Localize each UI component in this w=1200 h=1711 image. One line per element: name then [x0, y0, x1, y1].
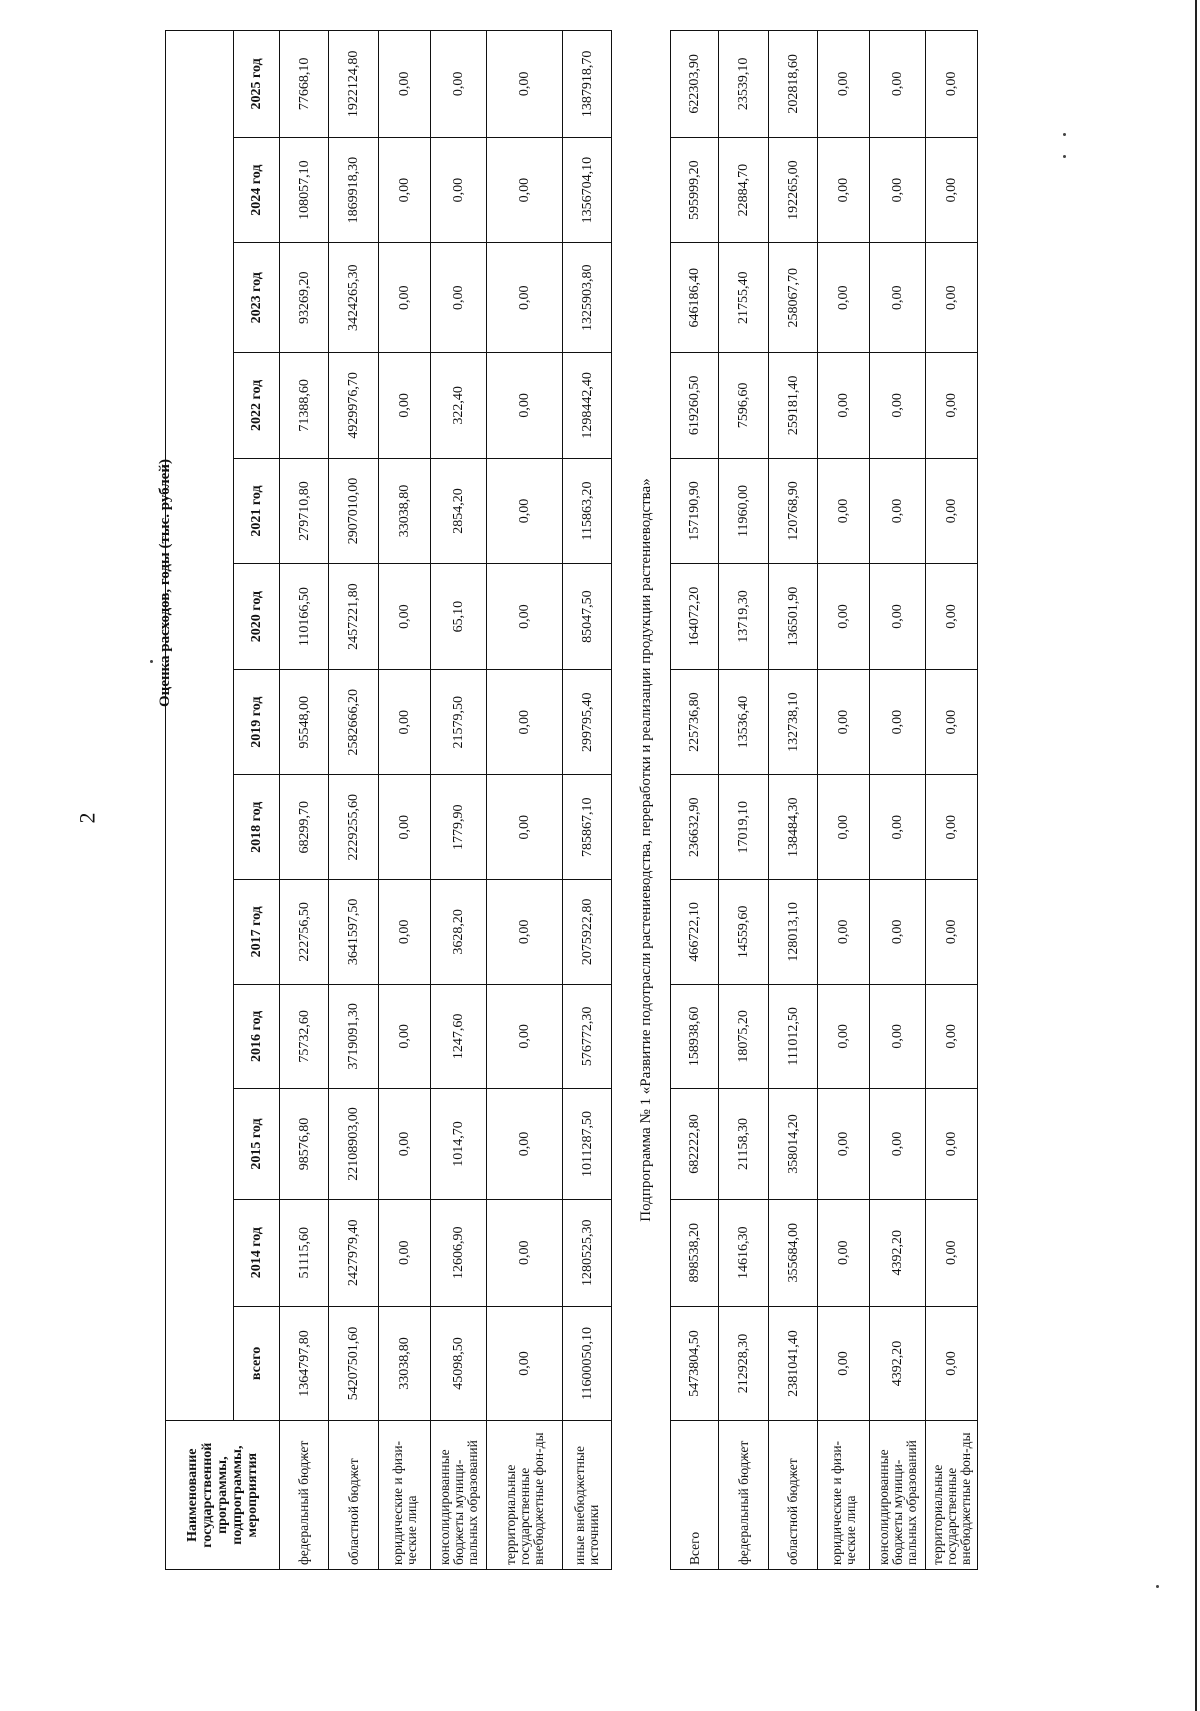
column-header-year: 2025 год	[234, 31, 280, 138]
table-cell: 2457221,80	[329, 564, 379, 670]
table-cell: 236632,90	[671, 775, 719, 880]
table-cell: 0,00	[870, 984, 926, 1089]
table-cell: 128013,10	[769, 880, 818, 985]
table-cell: 0,00	[870, 880, 926, 985]
table-cell: 0,00	[870, 353, 926, 459]
table-row	[379, 31, 431, 1570]
column-header-year: 2017 год	[234, 880, 280, 985]
table-cell: 2907010,00	[329, 458, 379, 564]
table-cell: 13536,40	[719, 669, 769, 775]
table-cell: 11960,00	[719, 458, 769, 564]
table-cell: 0,00	[379, 880, 431, 985]
table-cell: 0,00	[487, 31, 563, 138]
table-cell: 0,00	[818, 564, 870, 670]
table-cell: 22108903,00	[329, 1089, 379, 1200]
table-cell: 14559,60	[719, 880, 769, 985]
table-cell: 0,00	[818, 984, 870, 1089]
table-cell: 0,00	[818, 775, 870, 880]
table-row	[487, 31, 563, 1570]
table-cell: 138484,30	[769, 775, 818, 880]
column-header-year: всего	[234, 1306, 280, 1421]
table-cell: 95548,00	[280, 669, 329, 775]
table-row	[818, 31, 870, 1570]
table-cell: 21755,40	[719, 243, 769, 353]
table-cell: 45098,50	[431, 1306, 487, 1421]
row-label: территориальные государственные внебюджетные фон-ды	[487, 1421, 563, 1570]
table-cell: 22884,70	[719, 137, 769, 243]
table-cell: 0,00	[870, 1089, 926, 1200]
table-cell: 0,00	[926, 1199, 978, 1306]
table-cell: 0,00	[926, 880, 978, 985]
table-cell: 4392,20	[870, 1306, 926, 1421]
table-cell: 0,00	[926, 1306, 978, 1421]
table-cell: 68299,70	[280, 775, 329, 880]
row-label: федеральный бюджет	[719, 1421, 769, 1570]
column-header-name: Наименование государственной программы, подпрограммы, мероприятия	[166, 1421, 280, 1570]
column-header-year: 2016 год	[234, 984, 280, 1089]
table-cell: 595999,20	[671, 137, 719, 243]
table-row	[870, 31, 926, 1570]
table-row	[431, 31, 487, 1570]
table-cell: 85047,50	[563, 564, 612, 670]
table-cell: 0,00	[926, 243, 978, 353]
table-cell: 576772,30	[563, 984, 612, 1089]
table-cell: 21158,30	[719, 1089, 769, 1200]
scan-speck	[1063, 133, 1066, 136]
table-cell: 259181,40	[769, 353, 818, 459]
table-cell: 0,00	[379, 137, 431, 243]
table-cell: 0,00	[487, 984, 563, 1089]
row-label: областной бюджет	[769, 1421, 818, 1570]
table-cell: 0,00	[487, 1306, 563, 1421]
table-cell: 21579,50	[431, 669, 487, 775]
table-cell: 0,00	[431, 137, 487, 243]
table-cell: 0,00	[818, 1089, 870, 1200]
table-cell: 622303,90	[671, 31, 719, 138]
table-cell: 0,00	[487, 1199, 563, 1306]
subprogram-caption: Подпрограмма № 1 «Развитие подотрасли растениеводства, переработки и реализации продукции растениеводства»	[638, 478, 654, 1222]
table-cell: 1280525,30	[563, 1199, 612, 1306]
expenses-table-subprogram-1	[670, 30, 978, 1570]
table-cell: 108057,10	[280, 137, 329, 243]
table-row	[563, 31, 612, 1570]
table-cell: 0,00	[379, 353, 431, 459]
table-cell: 0,00	[487, 137, 563, 243]
table-cell: 0,00	[870, 243, 926, 353]
table-cell: 0,00	[870, 31, 926, 138]
table-cell: 2854,20	[431, 458, 487, 564]
table-cell: 120768,90	[769, 458, 818, 564]
table-cell: 0,00	[818, 1199, 870, 1306]
table-cell: 0,00	[818, 669, 870, 775]
table-cell: 0,00	[926, 137, 978, 243]
table-cell: 0,00	[926, 984, 978, 1089]
table-cell: 0,00	[487, 458, 563, 564]
table-cell: 0,00	[818, 137, 870, 243]
table-cell: 2229255,60	[329, 775, 379, 880]
table-cell: 0,00	[926, 31, 978, 138]
table-cell: 0,00	[818, 458, 870, 564]
table-cell: 0,00	[926, 564, 978, 670]
table-cell: 212928,30	[719, 1306, 769, 1421]
table-cell: 7596,60	[719, 353, 769, 459]
table-cell: 785867,10	[563, 775, 612, 880]
table-cell: 0,00	[870, 669, 926, 775]
scan-edge-line	[1195, 0, 1197, 1711]
row-label: консолидированные бюджеты муници-пальных образований	[431, 1421, 487, 1570]
table-cell: 0,00	[926, 1089, 978, 1200]
table-cell: 3719091,30	[329, 984, 379, 1089]
table-cell: 0,00	[487, 243, 563, 353]
table-cell: 12606,90	[431, 1199, 487, 1306]
table-cell: 115863,20	[563, 458, 612, 564]
column-header-year: 2024 год	[234, 137, 280, 243]
table-cell: 299795,40	[563, 669, 612, 775]
row-label: иные внебюджетные источники	[563, 1421, 612, 1570]
table-cell: 1247,60	[431, 984, 487, 1089]
table-cell: 0,00	[818, 353, 870, 459]
row-label: юридические и физи-ческие лица	[379, 1421, 431, 1570]
row-label: федеральный бюджет	[280, 1421, 329, 1570]
table-cell: 619260,50	[671, 353, 719, 459]
table-cell: 0,00	[870, 458, 926, 564]
expenses-table-main	[165, 30, 612, 1570]
table-cell: 0,00	[487, 353, 563, 459]
table-cell: 0,00	[818, 31, 870, 138]
table-cell: 0,00	[379, 1089, 431, 1200]
column-header-year: 2020 год	[234, 564, 280, 670]
table-cell: 0,00	[870, 775, 926, 880]
table-cell: 192265,00	[769, 137, 818, 243]
table-row	[719, 31, 769, 1570]
table-cell: 222756,50	[280, 880, 329, 985]
table-cell: 2582666,20	[329, 669, 379, 775]
table-cell: 18075,20	[719, 984, 769, 1089]
table-cell: 0,00	[487, 564, 563, 670]
table-cell: 202818,60	[769, 31, 818, 138]
table-cell: 1364797,80	[280, 1306, 329, 1421]
table-cell: 1014,70	[431, 1089, 487, 1200]
table-cell: 98576,80	[280, 1089, 329, 1200]
table-row	[280, 31, 329, 1570]
table-cell: 0,00	[487, 880, 563, 985]
table-cell: 682222,80	[671, 1089, 719, 1200]
table-cell: 2427979,40	[329, 1199, 379, 1306]
table-cell: 1325903,80	[563, 243, 612, 353]
table-cell: 0,00	[926, 353, 978, 459]
table-cell: 0,00	[487, 775, 563, 880]
table-cell: 1387918,70	[563, 31, 612, 138]
table-cell: 158938,60	[671, 984, 719, 1089]
table-cell: 0,00	[818, 243, 870, 353]
table-row	[769, 31, 818, 1570]
table-cell: 1922124,80	[329, 31, 379, 138]
page-number: 2	[74, 812, 100, 824]
table-cell: 23539,10	[719, 31, 769, 138]
table-row	[671, 31, 719, 1570]
table-cell: 0,00	[870, 137, 926, 243]
column-header-year: 2022 год	[234, 353, 280, 459]
scan-speck	[1156, 1585, 1159, 1588]
table-cell: 65,10	[431, 564, 487, 670]
estimate-title: Оценка расходов, годы (тыс. рублей)	[157, 459, 173, 707]
table-cell: 136501,90	[769, 564, 818, 670]
table-cell: 164072,20	[671, 564, 719, 670]
table-cell: 4392,20	[870, 1199, 926, 1306]
table-cell: 11600050,10	[563, 1306, 612, 1421]
table-row	[329, 31, 379, 1570]
table-cell: 14616,30	[719, 1199, 769, 1306]
table-cell: 0,00	[431, 243, 487, 353]
table-cell: 1869918,30	[329, 137, 379, 243]
table-cell: 13719,30	[719, 564, 769, 670]
column-header-year: 2015 год	[234, 1089, 280, 1200]
table-cell: 54207501,60	[329, 1306, 379, 1421]
column-header-year: 2019 год	[234, 669, 280, 775]
table-cell: 0,00	[870, 564, 926, 670]
scan-speck	[1063, 155, 1066, 158]
table-cell: 0,00	[487, 669, 563, 775]
table-cell: 0,00	[379, 984, 431, 1089]
table-cell: 2381041,40	[769, 1306, 818, 1421]
table-cell: 646186,40	[671, 243, 719, 353]
table-cell: 0,00	[926, 458, 978, 564]
table-cell: 1298442,40	[563, 353, 612, 459]
table-cell: 33038,80	[379, 1306, 431, 1421]
row-label: консолидированные бюджеты муници-пальных образований	[870, 1421, 926, 1570]
table-cell: 0,00	[926, 775, 978, 880]
table-cell: 2075922,80	[563, 880, 612, 985]
table-cell: 111012,50	[769, 984, 818, 1089]
table-cell: 1356704,10	[563, 137, 612, 243]
table-cell: 0,00	[926, 669, 978, 775]
table-cell: 0,00	[431, 31, 487, 138]
table-cell: 1011287,50	[563, 1089, 612, 1200]
column-header-year: 2023 год	[234, 243, 280, 353]
table-cell: 279710,80	[280, 458, 329, 564]
table-cell: 0,00	[818, 880, 870, 985]
row-label: территориальные государственные внебюджетные фон-ды	[926, 1421, 978, 1570]
table-cell: 0,00	[379, 564, 431, 670]
table-cell: 75732,60	[280, 984, 329, 1089]
table-cell: 77668,10	[280, 31, 329, 138]
column-header-year: 2018 год	[234, 775, 280, 880]
table-cell: 0,00	[379, 31, 431, 138]
table-cell: 898538,20	[671, 1199, 719, 1306]
table-cell: 466722,10	[671, 880, 719, 985]
table-cell: 4929976,70	[329, 353, 379, 459]
table-cell: 51115,60	[280, 1199, 329, 1306]
column-header-year: 2021 год	[234, 458, 280, 564]
row-label: юридические и физи-ческие лица	[818, 1421, 870, 1570]
table-cell: 258067,70	[769, 243, 818, 353]
table-cell: 355684,00	[769, 1199, 818, 1306]
table-cell: 3628,20	[431, 880, 487, 985]
table-cell: 0,00	[379, 775, 431, 880]
table-cell: 3424265,30	[329, 243, 379, 353]
table-cell: 93269,20	[280, 243, 329, 353]
table-cell: 358014,20	[769, 1089, 818, 1200]
table-cell: 0,00	[379, 1199, 431, 1306]
scan-speck	[150, 660, 153, 663]
table-cell: 3641597,50	[329, 880, 379, 985]
column-header-year: 2014 год	[234, 1199, 280, 1306]
table-cell: 1779,90	[431, 775, 487, 880]
row-label: областной бюджет	[329, 1421, 379, 1570]
table-cell: 0,00	[379, 243, 431, 353]
table-cell: 0,00	[379, 669, 431, 775]
table-cell: 5473804,50	[671, 1306, 719, 1421]
table-row	[926, 31, 978, 1570]
table-cell: 71388,60	[280, 353, 329, 459]
table-cell: 0,00	[818, 1306, 870, 1421]
table-cell: 225736,80	[671, 669, 719, 775]
table-cell: 322,40	[431, 353, 487, 459]
table-cell: 17019,10	[719, 775, 769, 880]
row-label: Всего	[671, 1421, 719, 1570]
table-cell: 33038,80	[379, 458, 431, 564]
table-cell: 157190,90	[671, 458, 719, 564]
table-cell: 110166,50	[280, 564, 329, 670]
table-cell: 0,00	[487, 1089, 563, 1200]
table-cell: 132738,10	[769, 669, 818, 775]
